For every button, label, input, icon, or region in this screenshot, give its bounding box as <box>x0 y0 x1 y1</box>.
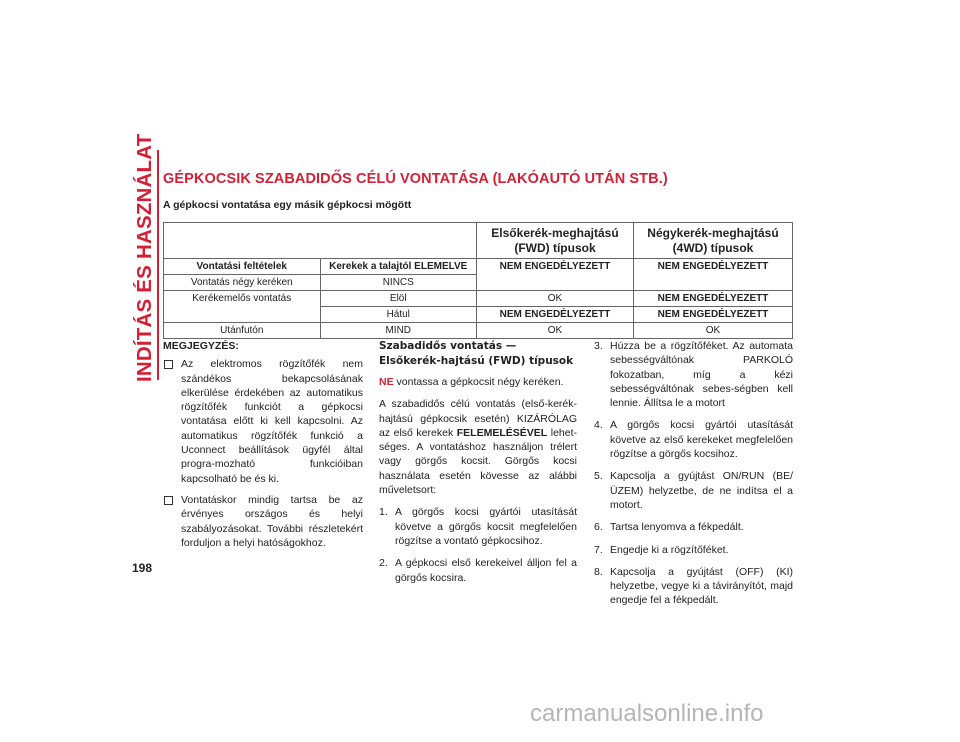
page-number: 198 <box>132 561 153 575</box>
list-item <box>594 469 793 512</box>
section-heading: Szabadidős vontatás — Elsőkerék-hajtású (FWD) típusok <box>379 340 574 367</box>
step-text: A gépkocsi első kerekeivel álljon fel a görgős kocsira. <box>395 557 577 584</box>
intro-text: vontassa a gépkocsit négy keréken. <box>393 376 564 388</box>
steps-column <box>594 339 793 616</box>
table-cell: NEM ENGEDÉLYEZETT <box>477 307 634 323</box>
list-item <box>594 565 793 608</box>
step-number: 6. <box>594 521 603 534</box>
step-number: 8. <box>594 565 603 578</box>
table-row <box>164 307 793 323</box>
col-header-conditions: Vontatási feltételek <box>164 259 321 275</box>
section-tab-label: INDÍTÁS ÉS HASZNÁLAT <box>133 133 156 382</box>
note-column <box>163 339 363 557</box>
awd-header-line1: Négykerék-meghajtású <box>647 226 779 240</box>
step-number: 1. <box>379 506 388 519</box>
watermark: carmanualsonline.info <box>530 700 764 727</box>
awd-header-line2: (4WD) típusok <box>672 241 754 255</box>
table-empty-cell <box>164 223 321 259</box>
step-text: A görgős kocsi gyártói utasítását követve a görgős kocsit megfelelően rögzítse a vontató gépkocsihoz. <box>395 506 577 547</box>
table-cell: NEM ENGEDÉLYEZETT <box>634 259 793 291</box>
list-item <box>379 556 577 585</box>
procedure-text: A szabadidős célú vontatás (első-kerék-hajtású gépkocsik esetén) KIZÁRÓLAG az első kerekek <box>379 398 577 439</box>
table-cell: Utánfutón <box>164 323 321 339</box>
warning-word: NE <box>379 376 394 388</box>
table-cell: OK <box>477 291 634 307</box>
table-cell: Elöl <box>320 291 477 307</box>
fwd-header-line2: (FWD) típusok <box>514 241 596 255</box>
step-number: 7. <box>594 543 603 556</box>
step-text: Kapcsolja a gyújtást ON/RUN (BE/ÜZEM) helyzetbe, de ne indítsa el a motort. <box>610 470 793 511</box>
list-item <box>594 339 793 410</box>
table-cell: MIND <box>320 323 477 339</box>
table-cell: NINCS <box>320 275 477 291</box>
table-cell <box>164 307 321 323</box>
section-divider <box>157 150 159 380</box>
table-cell: Vontatás négy keréken <box>164 275 321 291</box>
note-bullet-text: Az elektromos rögzítőfék nem szándékos bekapcsolásának elkerülése érdekében az automatikus rögzítőfék funkciót a gépkocsi vontatása előtt ki kell kapcsolni. Az automatikus rögzítőfék funkció a Uconnect beállítások ügyfél által progra-mozható funkcióiban kapcsolható be és ki. <box>181 358 363 485</box>
note-bullet-text: Vontatáskor mindig tartsa be az érvényes országos és helyi szabályozásokat. További részletekért forduljon a helyi hatóságokhoz. <box>181 493 363 549</box>
table-header-row <box>164 259 793 275</box>
table-row <box>164 323 793 339</box>
step-text: Tartsa lenyomva a fékpedált. <box>610 521 744 534</box>
step-number: 2. <box>379 557 388 570</box>
section-tab <box>129 133 159 382</box>
table-group-header-row <box>164 223 793 259</box>
note-bullet <box>163 493 363 550</box>
table-cell: Kerékemelős vontatás <box>164 291 321 307</box>
table-row <box>164 291 793 307</box>
list-item <box>594 520 793 534</box>
intro-paragraph <box>379 375 577 389</box>
step-text: Húzza be a rögzítőféket. Az automata sebességváltónak PARKOLÓ fokozatban, míg a kézi sebességváltónak sebes-ségben kell lennie. Állítsa le a motort <box>610 340 793 410</box>
step-number: 4. <box>594 419 603 432</box>
fwd-header-line1: Elsőkerék-meghajtású <box>491 226 619 240</box>
list-item <box>594 543 793 557</box>
checkbox-square-icon <box>164 360 173 369</box>
step-text: Kapcsolja a gyújtást (OFF) (KI) helyzetbe, vegye ki a távirányítót, majd engedje fel a fékpedált. <box>610 565 793 607</box>
towing-table <box>163 222 793 339</box>
step-number: 5. <box>594 470 603 483</box>
procedure-paragraph <box>379 397 577 497</box>
fwd-group-header <box>477 223 634 259</box>
list-item <box>379 505 577 548</box>
page-title: GÉPKOCSIK SZABADIDŐS CÉLÚ VONTATÁSA (LAKÓAUTÓ UTÁN STB.) <box>163 171 668 187</box>
col-header-wheels: Kerekek a talajtól ELEMELVE <box>320 259 477 275</box>
table-cell: NEM ENGEDÉLYEZETT <box>634 291 793 307</box>
awd-group-header <box>634 223 793 259</box>
procedure-emphasis: FELEMELÉSÉVEL <box>456 426 548 439</box>
step-text: A görgős kocsi gyártói utasítását követve az első kerekeket megfelelően rögzítse a görgős kocsihoz. <box>610 419 793 461</box>
step-text: Engedje ki a rögzítőféket. <box>610 543 729 556</box>
list-item <box>594 418 793 461</box>
table-cell: NEM ENGEDÉLYEZETT <box>634 307 793 323</box>
table-cell: NEM ENGEDÉLYEZETT <box>477 259 634 291</box>
step-number: 3. <box>594 340 603 352</box>
table-cell: OK <box>477 323 634 339</box>
section-subtitle: A gépkocsi vontatása egy másik gépkocsi mögött <box>163 199 412 211</box>
fwd-towing-column <box>379 339 577 593</box>
note-heading: MEGJEGYZÉS: <box>163 340 239 352</box>
procedure-text: lehet-séges. A vontatáshoz használjon trélert vagy görgős kocsit. Görgős kocsi használata esetén kövesse az alábbi műveletsort: <box>379 426 577 497</box>
table-cell: Hátul <box>320 307 477 323</box>
note-bullet <box>163 357 363 486</box>
checkbox-square-icon <box>164 496 173 505</box>
table-empty-cell <box>320 223 477 259</box>
table-cell: OK <box>634 323 793 339</box>
